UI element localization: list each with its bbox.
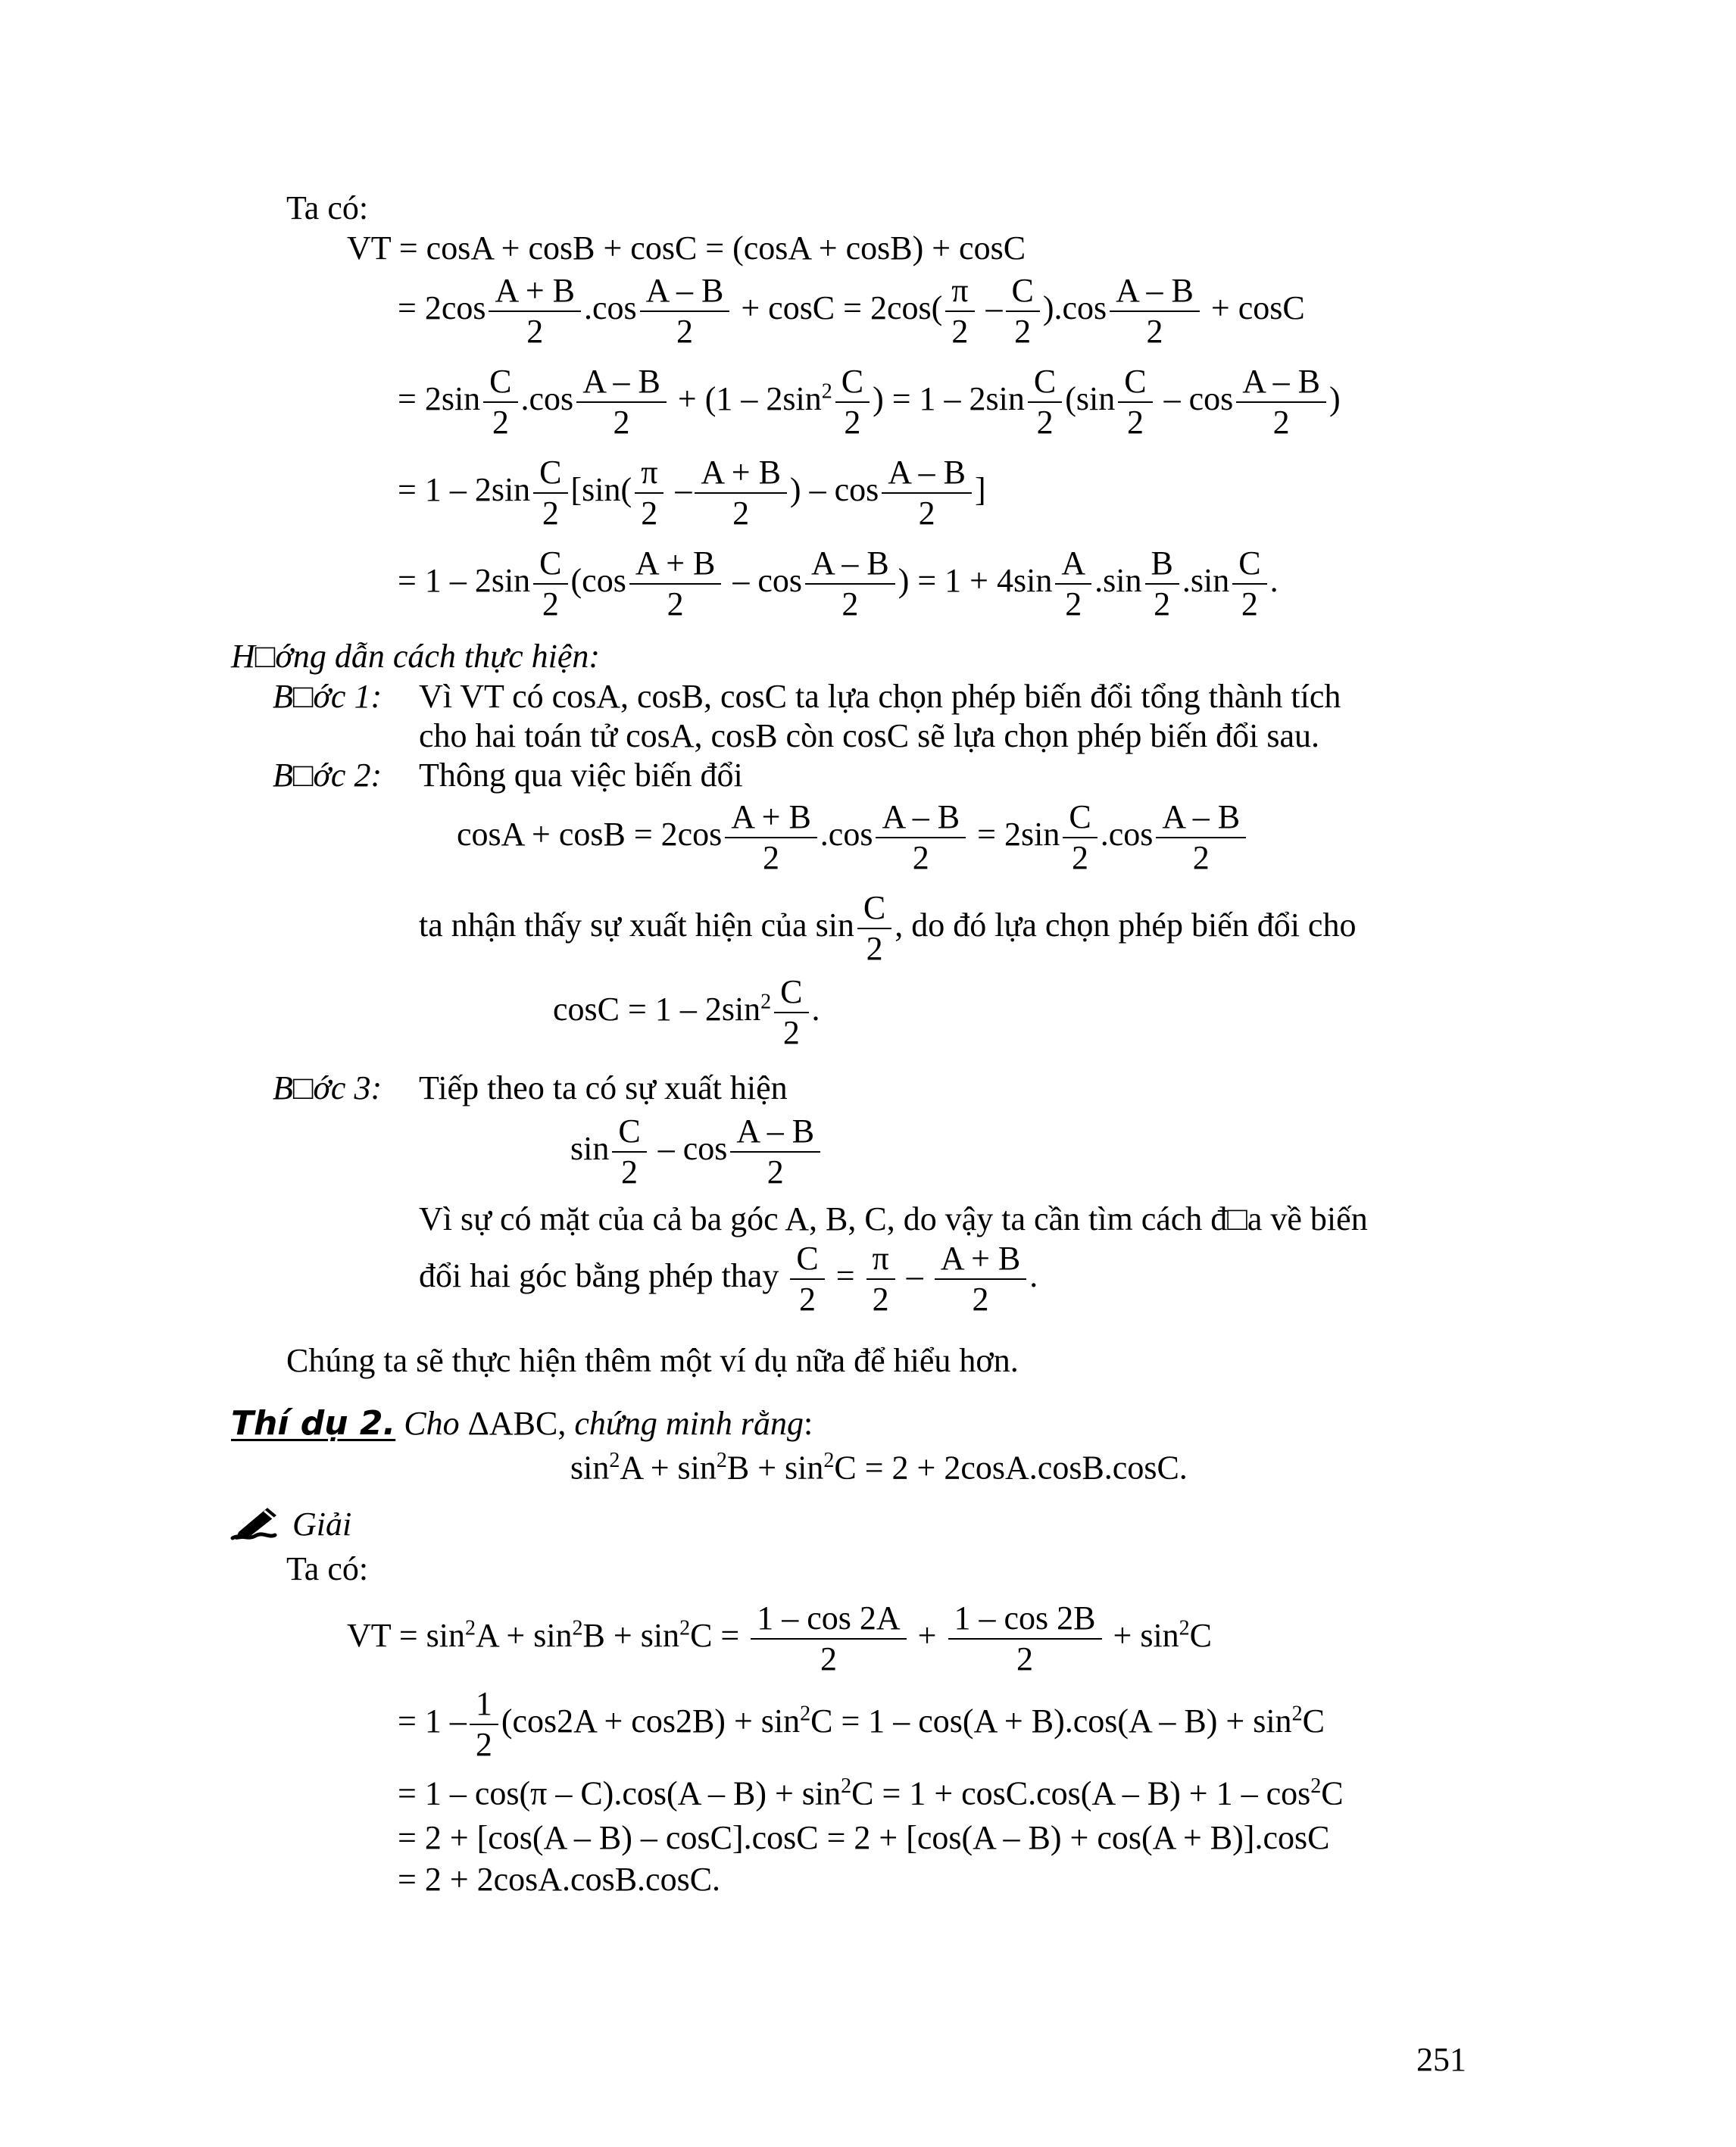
text: (sin bbox=[1065, 380, 1116, 418]
numerator: C bbox=[1232, 547, 1266, 585]
numerator: A – B bbox=[730, 1115, 820, 1153]
numerator: π bbox=[635, 456, 663, 494]
text: Cho bbox=[404, 1405, 460, 1442]
text: = bbox=[835, 1257, 855, 1295]
numerator: A – B bbox=[1236, 365, 1326, 403]
numerator: C bbox=[857, 891, 891, 929]
text: + bbox=[917, 1617, 937, 1655]
solution-heading bbox=[229, 1503, 351, 1543]
text: C bbox=[1302, 1702, 1325, 1740]
denominator: 2 bbox=[492, 404, 509, 441]
text: – bbox=[906, 1257, 923, 1295]
denominator: 2 bbox=[526, 313, 544, 350]
ex1-line-4 bbox=[398, 456, 986, 530]
fraction bbox=[1236, 365, 1326, 439]
text: .cos bbox=[583, 289, 637, 327]
numerator: 1 – cos 2B bbox=[948, 1602, 1102, 1640]
pencil-writing-icon bbox=[229, 1503, 284, 1543]
text: + sin bbox=[1113, 1617, 1179, 1655]
text: .sin bbox=[1182, 562, 1230, 600]
fraction bbox=[489, 274, 581, 348]
text: ).cos bbox=[1042, 289, 1107, 327]
fraction bbox=[790, 1242, 824, 1316]
text: B + sin bbox=[582, 1617, 680, 1655]
fraction bbox=[866, 1242, 895, 1316]
text: C = 2 + 2cosA.cosB.cosC. bbox=[834, 1449, 1188, 1487]
text: sin bbox=[570, 1449, 610, 1487]
denominator: 2 bbox=[732, 495, 750, 532]
ex2-line-2 bbox=[398, 1687, 1325, 1762]
fraction bbox=[730, 1115, 820, 1189]
text: ΔABC, bbox=[467, 1405, 567, 1442]
denominator: 2 bbox=[767, 1153, 784, 1191]
denominator: 2 bbox=[844, 404, 861, 441]
fraction bbox=[935, 1242, 1027, 1316]
numerator: C bbox=[1028, 365, 1062, 403]
fraction bbox=[629, 547, 722, 621]
denominator: 2 bbox=[799, 1281, 816, 1318]
fraction bbox=[948, 1599, 1102, 1677]
fraction bbox=[1063, 800, 1097, 875]
numerator: C bbox=[533, 547, 567, 585]
text: A + sin bbox=[620, 1449, 717, 1487]
example-label: Thí dụ 2. bbox=[231, 1404, 396, 1443]
fraction bbox=[725, 800, 817, 875]
text: . bbox=[811, 991, 820, 1028]
denominator: 2 bbox=[613, 404, 630, 441]
numerator: 1 bbox=[470, 1687, 498, 1725]
numerator: π bbox=[945, 274, 974, 312]
text: ) = 1 – 2sin bbox=[873, 380, 1025, 418]
denominator: 2 bbox=[866, 930, 883, 967]
ex2-line-3 bbox=[398, 1776, 1344, 1811]
ta-co-1: Ta có: bbox=[286, 189, 369, 226]
step1-label: B□ớc 1: bbox=[273, 678, 382, 715]
superscript: 2 bbox=[572, 1616, 583, 1640]
step2-label: B□ớc 2: bbox=[273, 757, 382, 794]
denominator: 2 bbox=[1241, 585, 1258, 623]
denominator: 2 bbox=[676, 313, 693, 350]
ex2-line-5: = 2 + 2cosA.cosB.cosC. bbox=[398, 1861, 721, 1898]
fraction bbox=[835, 365, 870, 439]
numerator: C bbox=[612, 1115, 646, 1153]
fraction bbox=[857, 891, 891, 966]
step2-formula bbox=[457, 800, 1249, 875]
fraction bbox=[1028, 365, 1062, 439]
fraction bbox=[1145, 547, 1179, 621]
step3-line1: Tiếp theo ta có sự xuất hiện bbox=[419, 1069, 788, 1106]
text: . bbox=[1269, 562, 1279, 600]
superscript: 2 bbox=[1310, 1774, 1322, 1798]
numerator: A – B bbox=[805, 547, 895, 585]
superscript: 2 bbox=[1291, 1702, 1303, 1726]
fraction bbox=[751, 1599, 906, 1677]
fraction bbox=[1110, 274, 1200, 348]
text: – bbox=[985, 289, 1003, 327]
numerator: A + B bbox=[935, 1242, 1027, 1280]
step1-line1: Vì VT có cosA, cosB, cosC ta lựa chọn phép biến đổi tổng thành tích bbox=[419, 678, 1341, 715]
text: C = bbox=[690, 1617, 740, 1655]
denominator: 2 bbox=[1146, 313, 1163, 350]
text: . bbox=[1029, 1257, 1038, 1295]
page-number: 251 bbox=[1416, 2041, 1466, 2078]
numerator: C bbox=[835, 365, 870, 403]
text: = 1 – bbox=[398, 1702, 467, 1740]
text: .cos bbox=[520, 380, 574, 418]
closing-sentence: Chúng ta sẽ thực hiện thêm một ví dụ nữa để hiểu hơn. bbox=[286, 1342, 1019, 1379]
superscript: 2 bbox=[821, 379, 832, 404]
numerator: A + B bbox=[725, 800, 817, 838]
superscript: 2 bbox=[841, 1774, 852, 1798]
denominator: 2 bbox=[972, 1281, 989, 1318]
text: = 1 – cos(π – C).cos(A – B) + sin bbox=[398, 1774, 841, 1812]
fraction bbox=[1006, 274, 1040, 348]
text: (cos bbox=[570, 562, 626, 600]
fraction bbox=[1055, 547, 1091, 621]
numerator: A – B bbox=[1156, 800, 1246, 838]
guide-heading: H□ớng dẫn cách thực hiện: bbox=[231, 638, 601, 675]
fraction bbox=[635, 456, 663, 530]
denominator: 2 bbox=[1016, 1640, 1033, 1677]
fraction bbox=[576, 365, 667, 439]
denominator: 2 bbox=[621, 1153, 639, 1191]
text: = 1 – 2sin bbox=[398, 471, 531, 509]
denominator: 2 bbox=[782, 1014, 800, 1051]
denominator: 2 bbox=[542, 495, 559, 532]
fraction bbox=[1156, 800, 1246, 875]
text: cosC = 1 – 2sin bbox=[553, 991, 761, 1028]
denominator: 2 bbox=[951, 313, 969, 350]
fraction bbox=[695, 456, 787, 530]
numerator: C bbox=[1118, 365, 1152, 403]
fraction bbox=[774, 975, 808, 1050]
step1-line2: cho hai toán tử cosA, cosB còn cosC sẽ lựa chọn phép biến đổi sau. bbox=[419, 717, 1320, 754]
text: C bbox=[1321, 1774, 1344, 1812]
fraction bbox=[805, 547, 895, 621]
text: , do đó lựa chọn phép biến đổi cho bbox=[895, 907, 1357, 944]
text: chứng minh rằng bbox=[574, 1405, 804, 1442]
fraction bbox=[876, 800, 966, 875]
denominator: 2 bbox=[1014, 313, 1032, 350]
text: – cos bbox=[1163, 380, 1234, 418]
ex1-line-2 bbox=[398, 274, 1305, 348]
step3-line2: Vì sự có mặt của cả ba góc A, B, C, do vậy ta cần tìm cách đ□a về biến bbox=[419, 1200, 1368, 1237]
fraction bbox=[1118, 365, 1152, 439]
text: + cosC = 2cos( bbox=[741, 289, 943, 327]
denominator: 2 bbox=[667, 585, 684, 623]
text: cosA + cosB = 2cos bbox=[457, 816, 723, 853]
fraction bbox=[533, 547, 567, 621]
step2-cos-formula bbox=[553, 975, 820, 1050]
fraction bbox=[882, 456, 972, 530]
step3-formula bbox=[570, 1115, 823, 1189]
text: C = 1 – cos(A + B).cos(A – B) + sin bbox=[810, 1702, 1292, 1740]
superscript: 2 bbox=[465, 1616, 476, 1640]
step3-line3 bbox=[419, 1242, 1038, 1316]
denominator: 2 bbox=[1192, 839, 1210, 876]
fraction bbox=[483, 365, 517, 439]
denominator: 2 bbox=[872, 1281, 889, 1318]
superscript: 2 bbox=[1179, 1616, 1190, 1640]
text: A + sin bbox=[476, 1617, 573, 1655]
step3-label: B□ớc 3: bbox=[273, 1069, 382, 1106]
denominator: 2 bbox=[1272, 404, 1290, 441]
ex1-line-3 bbox=[398, 365, 1341, 439]
denominator: 2 bbox=[1072, 839, 1088, 876]
superscript: 2 bbox=[823, 1449, 835, 1472]
numerator: C bbox=[1006, 274, 1040, 312]
fraction bbox=[640, 274, 730, 348]
numerator: A + B bbox=[695, 456, 787, 494]
text: + cosC bbox=[1210, 289, 1305, 327]
superscript: 2 bbox=[716, 1449, 727, 1472]
numerator: C bbox=[774, 975, 808, 1013]
numerator: 1 – cos 2A bbox=[751, 1602, 906, 1640]
solution-label: Giải bbox=[292, 1506, 352, 1543]
ex2-line-4: = 2 + [cos(A – B) – cosC].cosC = 2 + [cos(A – B) + cos(A + B)].cosC bbox=[398, 1819, 1330, 1856]
ta-co-2: Ta có: bbox=[286, 1550, 369, 1587]
denominator: 2 bbox=[1065, 585, 1082, 623]
text: ) – cos bbox=[789, 471, 879, 509]
superscript: 2 bbox=[800, 1702, 811, 1726]
example-2-statement bbox=[570, 1450, 1188, 1485]
text: .cos bbox=[820, 816, 873, 853]
text: .cos bbox=[1100, 816, 1154, 853]
text: = 1 – 2sin bbox=[398, 562, 531, 600]
ex1-line-1: VT = cosA + cosB + cosC = (cosA + cosB) + cosC bbox=[347, 229, 1026, 267]
step2-line1: Thông qua việc biến đổi bbox=[419, 757, 743, 794]
text: VT = sin bbox=[347, 1617, 466, 1655]
numerator: A – B bbox=[576, 365, 667, 403]
numerator: A + B bbox=[629, 547, 722, 585]
numerator: A bbox=[1055, 547, 1091, 585]
text: : bbox=[804, 1405, 813, 1442]
text: sin bbox=[570, 1130, 610, 1168]
text: ) bbox=[1329, 380, 1341, 418]
fraction bbox=[1232, 547, 1266, 621]
denominator: 2 bbox=[912, 839, 929, 876]
fraction bbox=[945, 274, 974, 348]
example-2-heading bbox=[231, 1404, 813, 1443]
numerator: π bbox=[866, 1242, 895, 1280]
text: = 2sin bbox=[398, 380, 481, 418]
denominator: 2 bbox=[641, 495, 658, 532]
denominator: 2 bbox=[841, 585, 859, 623]
superscript: 2 bbox=[760, 990, 772, 1014]
fraction bbox=[612, 1115, 646, 1189]
denominator: 2 bbox=[542, 585, 559, 623]
text: C bbox=[1189, 1617, 1213, 1655]
ex2-line-1 bbox=[347, 1599, 1213, 1677]
numerator: A – B bbox=[882, 456, 972, 494]
text: C = 1 + cosC.cos(A – B) + 1 – cos bbox=[851, 1774, 1311, 1812]
text: = 2sin bbox=[977, 816, 1060, 853]
numerator: B bbox=[1145, 547, 1179, 585]
denominator: 2 bbox=[763, 839, 780, 876]
fraction bbox=[470, 1687, 498, 1762]
text: – bbox=[675, 471, 692, 509]
text: (cos2A + cos2B) + sin bbox=[501, 1702, 801, 1740]
numerator: C bbox=[483, 365, 517, 403]
text: – cos bbox=[732, 562, 803, 600]
numerator: C bbox=[1063, 800, 1097, 838]
text: = 2cos bbox=[398, 289, 486, 327]
denominator: 2 bbox=[1154, 585, 1171, 623]
text: [sin( bbox=[570, 471, 632, 509]
denominator: 2 bbox=[475, 1726, 492, 1763]
text: đổi hai góc bằng phép thay bbox=[419, 1257, 779, 1295]
numerator: C bbox=[533, 456, 567, 494]
numerator: A – B bbox=[640, 274, 730, 312]
text: + (1 – 2sin bbox=[677, 380, 822, 418]
fraction bbox=[533, 456, 567, 530]
text: ) = 1 + 4sin bbox=[898, 562, 1053, 600]
denominator: 2 bbox=[1126, 404, 1144, 441]
text: ta nhận thấy sự xuất hiện của sin bbox=[419, 907, 854, 944]
denominator: 2 bbox=[918, 495, 935, 532]
numerator: C bbox=[790, 1242, 824, 1280]
superscript: 2 bbox=[609, 1449, 620, 1472]
superscript: 2 bbox=[679, 1616, 691, 1640]
denominator: 2 bbox=[1036, 404, 1054, 441]
ex1-line-5 bbox=[398, 547, 1279, 621]
numerator: A + B bbox=[489, 274, 581, 312]
numerator: A – B bbox=[1110, 274, 1200, 312]
text: ] bbox=[974, 471, 986, 509]
numerator: A – B bbox=[876, 800, 966, 838]
text: .sin bbox=[1094, 562, 1142, 600]
text: – cos bbox=[657, 1130, 728, 1168]
step2-text bbox=[419, 891, 1356, 966]
text: B + sin bbox=[726, 1449, 824, 1487]
denominator: 2 bbox=[820, 1640, 837, 1677]
